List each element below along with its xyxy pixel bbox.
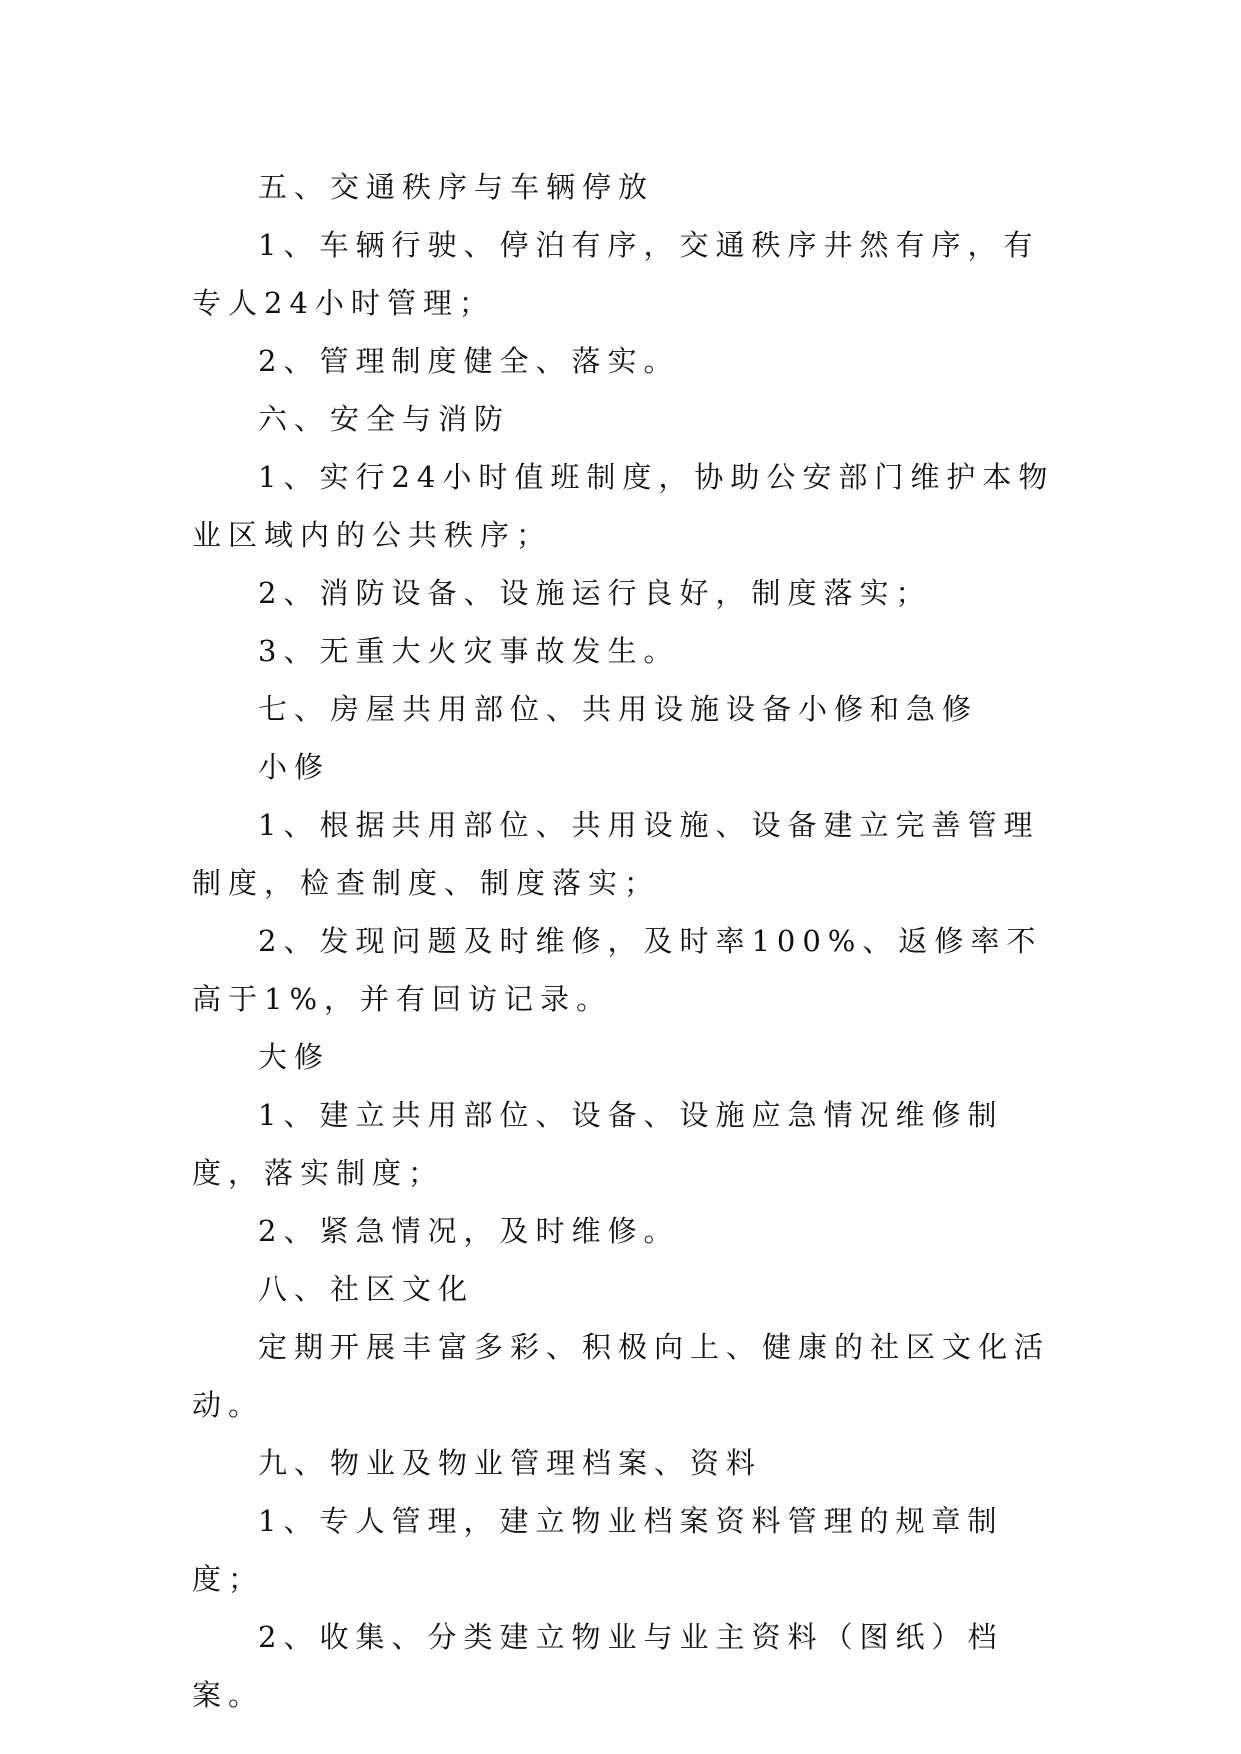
subheading-minor-repair: 小修	[258, 750, 331, 784]
paragraph: 1、车辆行驶、停泊有序，交通秩序井然有序，有专人24小时管理；	[192, 228, 1040, 320]
paragraph: 1、专人管理，建立物业档案资料管理的规章制度；	[192, 1504, 1004, 1596]
paragraph: 1、建立共用部位、设备、设施应急情况维修制度，落实制度；	[192, 1098, 1004, 1190]
section-heading-traffic: 五、交通秩序与车辆停放	[258, 170, 655, 204]
subheading-major-repair: 大修	[258, 1040, 331, 1074]
paragraph: 3、无重大火灾事故发生。	[258, 634, 680, 668]
paragraph: 1、根据共用部位、共用设施、设备建立完善管理制度，检查制度、制度落实；	[192, 808, 1040, 900]
paragraph: 2、发现问题及时维修，及时率100%、返修率不高于1%，并有回访记录。	[192, 924, 1043, 1016]
paragraph: 2、紧急情况，及时维修。	[258, 1214, 680, 1248]
paragraph: 2、管理制度健全、落实。	[258, 344, 680, 378]
paragraph: 定期开展丰富多彩、积极向上、健康的社区文化活动。	[192, 1330, 1051, 1422]
paragraph: 2、消防设备、设施运行良好，制度落实；	[258, 576, 932, 610]
document-body	[192, 158, 1072, 1724]
section-heading-repairs: 七、房屋共用部位、共用设施设备小修和急修	[258, 692, 979, 726]
section-heading-safety: 六、安全与消防	[258, 402, 511, 436]
paragraph: 2、收集、分类建立物业与业主资料（图纸）档案。	[192, 1620, 1004, 1712]
paragraph: 1、实行24小时值班制度，协助公安部门维护本物业区域内的公共秩序；	[192, 460, 1055, 552]
section-heading-archives: 九、物业及物业管理档案、资料	[258, 1446, 763, 1480]
section-heading-community: 八、社区文化	[258, 1272, 475, 1306]
